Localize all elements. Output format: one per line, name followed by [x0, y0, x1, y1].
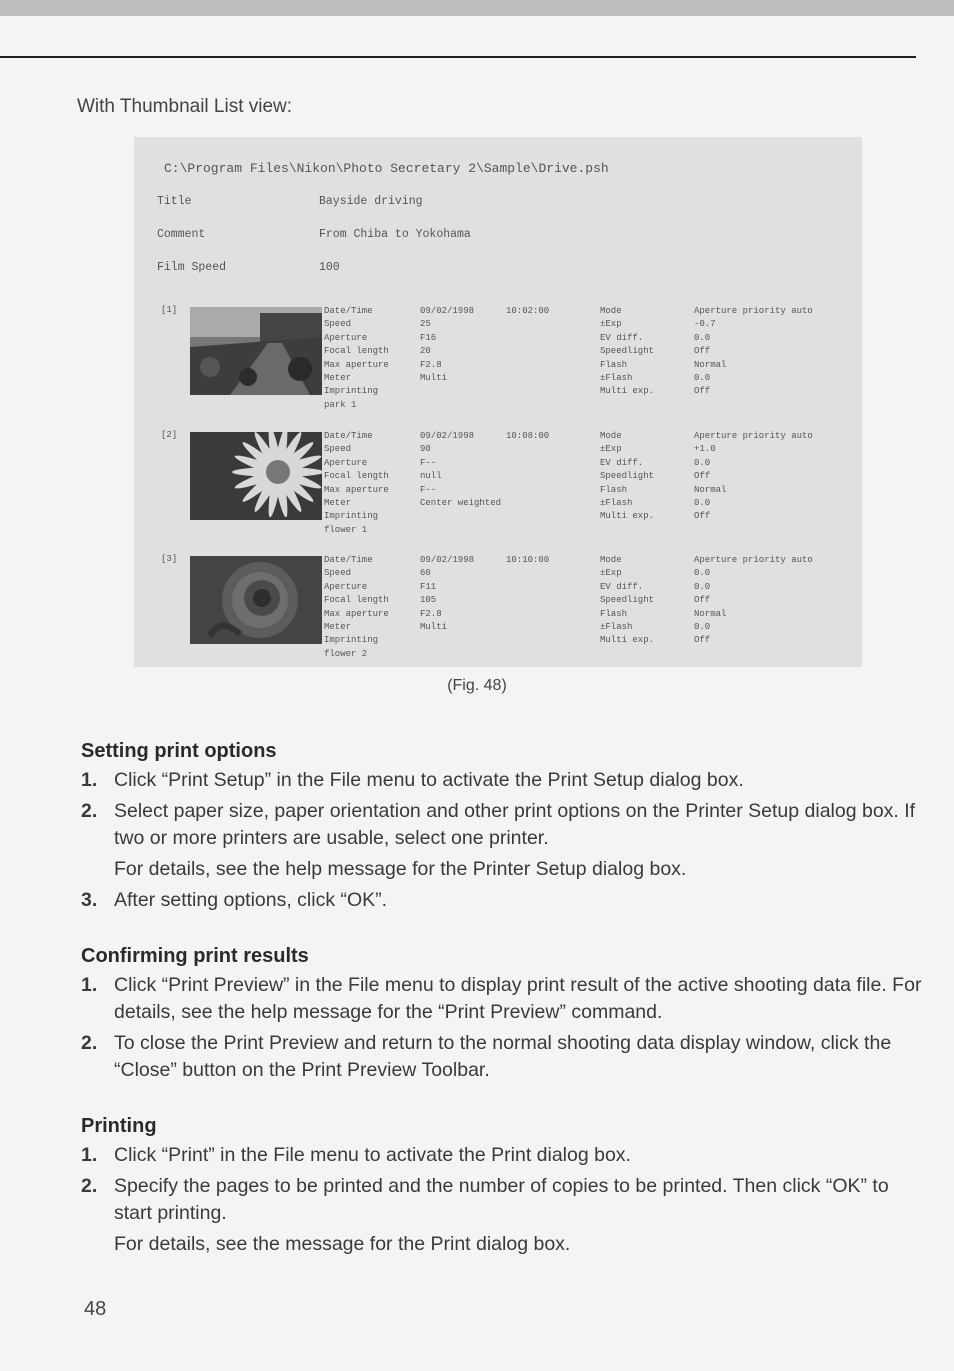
comment-label: Comment [157, 228, 206, 241]
figure-caption: (Fig. 48) [447, 677, 507, 694]
step-number: 1. [81, 769, 98, 791]
section-heading: Confirming print results [81, 945, 309, 967]
step [81, 767, 926, 794]
step [81, 1030, 926, 1084]
section-confirming-print-results [81, 945, 926, 1084]
record-values: 09/02/1998 90 F-- null F-- Center weighted [420, 431, 502, 509]
header-rule [0, 56, 916, 58]
title-label: Title [157, 195, 192, 208]
thumbnail-rose-image [190, 556, 322, 644]
record-values-2: Aperture priority auto 0.0 0.0 Off Normal 0.0 Off [694, 555, 813, 646]
section-printing [81, 1115, 926, 1258]
record-2 [134, 430, 862, 550]
record-labels: Date/Time Speed Aperture Focal length Max aperture Meter Imprinting flower 1 [324, 431, 389, 535]
step-text: After setting options, click “OK”. [114, 889, 388, 911]
step [81, 887, 926, 914]
record-time: 10:10:00 [506, 555, 550, 565]
step-number: 3. [81, 889, 98, 911]
step-text: To close the Print Preview and return to the normal shooting data display window, click the “Close” button on the Print Preview Toolbar. [114, 1032, 892, 1081]
record-values: 09/02/1998 25 F16 20 F2.8 Multi [420, 306, 475, 384]
step-text: Select paper size, paper orientation and other print options on the Printer Setup dialog box. If two or more printers are usable, select one printer. [114, 800, 916, 849]
record-3 [134, 554, 862, 674]
record-labels: Date/Time Speed Aperture Focal length Max aperture Meter Imprinting flower 2 [324, 555, 389, 659]
top-bar [0, 0, 954, 16]
thumbnail-list-figure [134, 137, 862, 667]
step-note: For details, see the help message for the Printer Setup dialog box. [114, 858, 687, 880]
file-path: C:\Program Files\Nikon\Photo Secretary 2\Sample\Drive.psh [164, 161, 609, 176]
record-time: 10:02:00 [506, 306, 550, 316]
step-number: 2. [81, 1032, 98, 1054]
record-time: 10:08:00 [506, 431, 550, 441]
film-speed-value: 100 [319, 261, 340, 274]
thumbnail-park-image [190, 307, 322, 395]
step [81, 1173, 926, 1227]
section-heading: Printing [81, 1115, 157, 1137]
step-number: 2. [81, 1175, 98, 1197]
record-values: 09/02/1998 60 F11 105 F2.8 Multi [420, 555, 475, 633]
record-index: [1] [161, 305, 178, 315]
step-note: For details, see the message for the Print dialog box. [114, 1233, 571, 1255]
record-index: [3] [161, 554, 178, 564]
record-labels-2: Mode ±Exp EV diff. Speedlight Flash ±Flash Multi exp. [600, 306, 655, 397]
film-speed-label: Film Speed [157, 261, 227, 274]
step-number: 2. [81, 800, 98, 822]
record-values-2: Aperture priority auto -0.7 0.0 Off Normal 0.0 Off [694, 306, 813, 397]
intro-text: With Thumbnail List view: [77, 96, 293, 117]
title-value: Bayside driving [319, 195, 423, 208]
step [81, 798, 926, 852]
record-labels: Date/Time Speed Aperture Focal length Max aperture Meter Imprinting park 1 [324, 306, 389, 410]
record-values-2: Aperture priority auto +1.0 0.0 Off Normal 0.0 Off [694, 431, 813, 522]
record-labels-2: Mode ±Exp EV diff. Speedlight Flash ±Flash Multi exp. [600, 555, 655, 646]
step-text: Click “Print Setup” in the File menu to activate the Print Setup dialog box. [114, 769, 744, 791]
comment-value: From Chiba to Yokohama [319, 228, 471, 241]
step-text: Click “Print Preview” in the File menu to display print result of the active shooting data file. For details, see the help message for the “Print Preview” command. [114, 974, 922, 1023]
step-text: Click “Print” in the File menu to activate the Print dialog box. [114, 1144, 631, 1166]
record-labels-2: Mode ±Exp EV diff. Speedlight Flash ±Flash Multi exp. [600, 431, 655, 522]
section-setting-print-options [81, 740, 926, 914]
record-index: [2] [161, 430, 178, 440]
step [81, 972, 926, 1026]
step-text: Specify the pages to be printed and the number of copies to be printed. Then click “OK” to start printing. [114, 1175, 889, 1224]
step-number: 1. [81, 1144, 98, 1166]
step-number: 1. [81, 974, 98, 996]
page-number: 48 [84, 1298, 107, 1320]
section-heading: Setting print options [81, 740, 277, 762]
step [81, 1142, 926, 1169]
record-1 [134, 305, 862, 425]
thumbnail-flower-image [190, 432, 322, 520]
